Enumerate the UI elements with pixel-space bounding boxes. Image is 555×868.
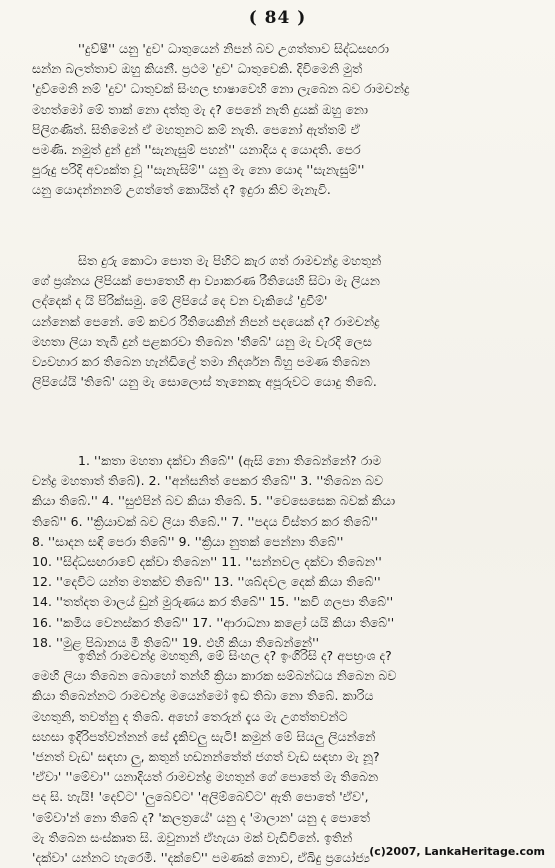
- paragraph-line: 'දක්වා' යන්නට හැරෙමී. ''දක්වේ'' පමණක් නොව, ඒඛිදු ප්‍රයෝජ්‍ය: [32, 850, 371, 866]
- paragraph-line: 'දුව්මෙනි නම් 'දුව' ධාතුවක් සිංහල භාෂාවෙහි නො ලැබෙන බව රාමචන්ද්‍ර: [32, 81, 410, 97]
- paragraph-line: ''දුව්ෂී'' යනු 'දුව' ධාතුයෙන් නිපන් බව උගත්තාව සිද්ධසඟරා: [78, 41, 390, 56]
- numbered-examples: [32, 451, 532, 653]
- example-line: 1. ''කතා මහතා දක්වා නිබේ'' (ඇසි නො තිබෙන්නේ? රාම: [78, 453, 382, 468]
- example-line: චන්ද්‍ර මහතාත් තිබේ). 2. ''අන්සනිත් පෙකර තිබේ'' 3. ''තිබෙන බව: [32, 473, 384, 489]
- example-line: 8. ''සාදන සඳි පෙරා තිබේ'' 9. ''ක්‍රියා නුතක් පෙන්නා තිබේ'': [32, 533, 344, 549]
- paragraph-line: සන්න බලත්තාව ඔහු කියනී. ප්‍රථම 'දුව' ධාතුවෙකි. දිවිමෙනි මුත්: [32, 61, 363, 77]
- paragraph-line: පද සි. හැයි! 'දෙව්ට' 'ලුබෙව්ට' 'අලිම්බෙව්ට' ඇති පොතේ 'ඒව',: [32, 789, 369, 805]
- paragraph-line: පිලිගණිත්. සිතිමෙන් ඒ මහතුනට කම් නැති. පෙනෝ ඇත්තම් ඒ: [32, 121, 360, 137]
- paragraph-line: කියා තිබෙන්නට රාමචන්ද්‍ර මයෙන්මෝ ඉඩ තිබා නො තිබේ. කාරිය: [32, 688, 374, 704]
- paragraph-line: පමණි. නමුත් දුන් දුන් ''සැනැසුම් පහන්'' යනාදිය ද යොදති. පෙර: [32, 142, 361, 158]
- paragraph-1: [32, 39, 532, 201]
- paragraph-line: යන්නෙක් පෙනේ. මේ කවර රීතියෙකින් නිපන් පදයෙක් ද? රාමචන්ද්‍ර: [32, 313, 380, 329]
- paragraph-line: යනු යොදන්නනම් උගත්තේ කොයිත් ද? ඉදුරා කිව මැනැවි.: [32, 182, 331, 198]
- paragraph-4: [32, 646, 532, 868]
- paragraph-line: 'ඒවා' ''මේවා'' යනාදියත් රාමචන්ද්‍ර මහතුන් ගේ පොතේ මැ තිබෙන: [32, 769, 379, 785]
- example-line: 16. ''කමිය වෙනස්කර තිබේ'' 17. ''ආරාධනා කළෝ යයි කියා තිබේ'': [32, 614, 395, 630]
- page-number: ( 84 ): [248, 8, 307, 28]
- paragraph-2: [32, 251, 532, 392]
- paragraph-line: 'මේවා'න් නො තිබේ ද? 'කලත්‍රයේ' යනු ද 'මාලාන' යනු ද පොතේ: [32, 809, 370, 825]
- paragraph-line: 'ජනත් වැඩ' සඳහා ලු, කතුන් හඩනන්තේත් ජගත් වැඩ සඳහා මැ නූ?: [32, 749, 380, 765]
- paragraph-line: මහතා ලියා තැබී දුන් පළකරවා තිබෙන 'තීබේ' යනු මැ වැරදි ලෙස: [32, 333, 372, 349]
- paragraph-line: මැ තිබෙන සංස්කෘත සි. ඔවුනාන් ඒහැයා මක් වැඩිවිනේ. ඉතින්: [32, 829, 353, 845]
- example-line: 12. ''දෙවිට යන්ත මතක්ව තිබේ'' 13. ''ශබ්දවල දෙක් කියා තිබේ'': [32, 574, 381, 590]
- paragraph-line: ලිපියේයි 'තිබේ' යනු මැ සොලොස් තැනෙකැ අපූරුවට යොදු තිබේ.: [32, 374, 377, 390]
- paragraph-line: මහතුනි, තවත්නු ද තිබේ. අහෝ තෙරුන් දැය මැ උගත්තවන්ට: [32, 708, 348, 724]
- example-line: 10. ''සිද්ධසඟරාවේ දක්වා තිබෙන'' 11. ''සන්නවල දක්වා තිබෙන'': [32, 554, 382, 570]
- paragraph-line: පුරුදු පරිදි අව්‍යක්ත වූ ''සැනැසිම්'' යනු මැ නො යොද ''සැනැසුම්'': [32, 162, 365, 178]
- paragraph-line: ව්‍යවහාර කර තිබෙන හැන්ඩිලේ තමා නිදර්ශන බිහු පමණ තිබෙන: [32, 354, 370, 370]
- paragraph-line: සහසා ඉදිරිපත්වන්නන් සේ දැකිවලු සැටි! කමුන් මේ සියලු ලියන්නේ: [32, 728, 376, 744]
- paragraph-line: මෙහි ලියා තිබෙන බොහෝ තන්හි ක්‍රියා කාරක සම්බන්ධය නිබෙන බව: [32, 668, 397, 684]
- paragraph-line: ලද්දෙක් ද යි පිරික්සමු. මේ ලිපියේ දෙ වන වැකියේ 'දුවීම්': [32, 293, 328, 309]
- example-line: කියා තිබේ.'' 4. ''සුළුපින් බව කියා තිබේ. 5. ''වෙසෙසෙක බවක් කියා: [32, 493, 396, 509]
- paragraph-line: මහත්මෝ මේ තාක් නො දත්තු මැ ද? පෙනේ නැති දුයක් ඔහු නො: [32, 101, 369, 117]
- paragraph-line: ගේ ප්‍රශ්නය ලිපියක් පොතෙහි ආ ව්‍යාකරණ රීතියෙහි සිටා මැ ලියන: [32, 273, 380, 289]
- example-line: 14. ''තත්දත මාලය් ඩුන් මුරුණය කර තිබේ'' 15. ''කවි ගලපා තිබේ'': [32, 594, 394, 610]
- example-line: 18. ''මුළ පිබානය මී තිබේ'' 19. ඵහි කියා තිබෙන්නේ'': [32, 634, 320, 650]
- copyright-notice: (c)2007, LankaHeritage.com: [369, 845, 545, 858]
- paragraph-line: සිත දුරු කොටා පොත මැ පිහිට කැර ගත් රාමචන්ද්‍ර මහතුන්: [78, 253, 382, 268]
- example-line: තිබේ'' 6. ''ක්‍රියාවක් බව ලියා තිබේ.'' 7. ''පදය විස්තර කර තිබේ'': [32, 513, 378, 529]
- paragraph-line: ඉතින් රාමචන්ද්‍ර මහතුනි, මේ සිංහල ද? ඉංගිරිසි ද? අපභ්‍රංශ ද?: [78, 648, 392, 663]
